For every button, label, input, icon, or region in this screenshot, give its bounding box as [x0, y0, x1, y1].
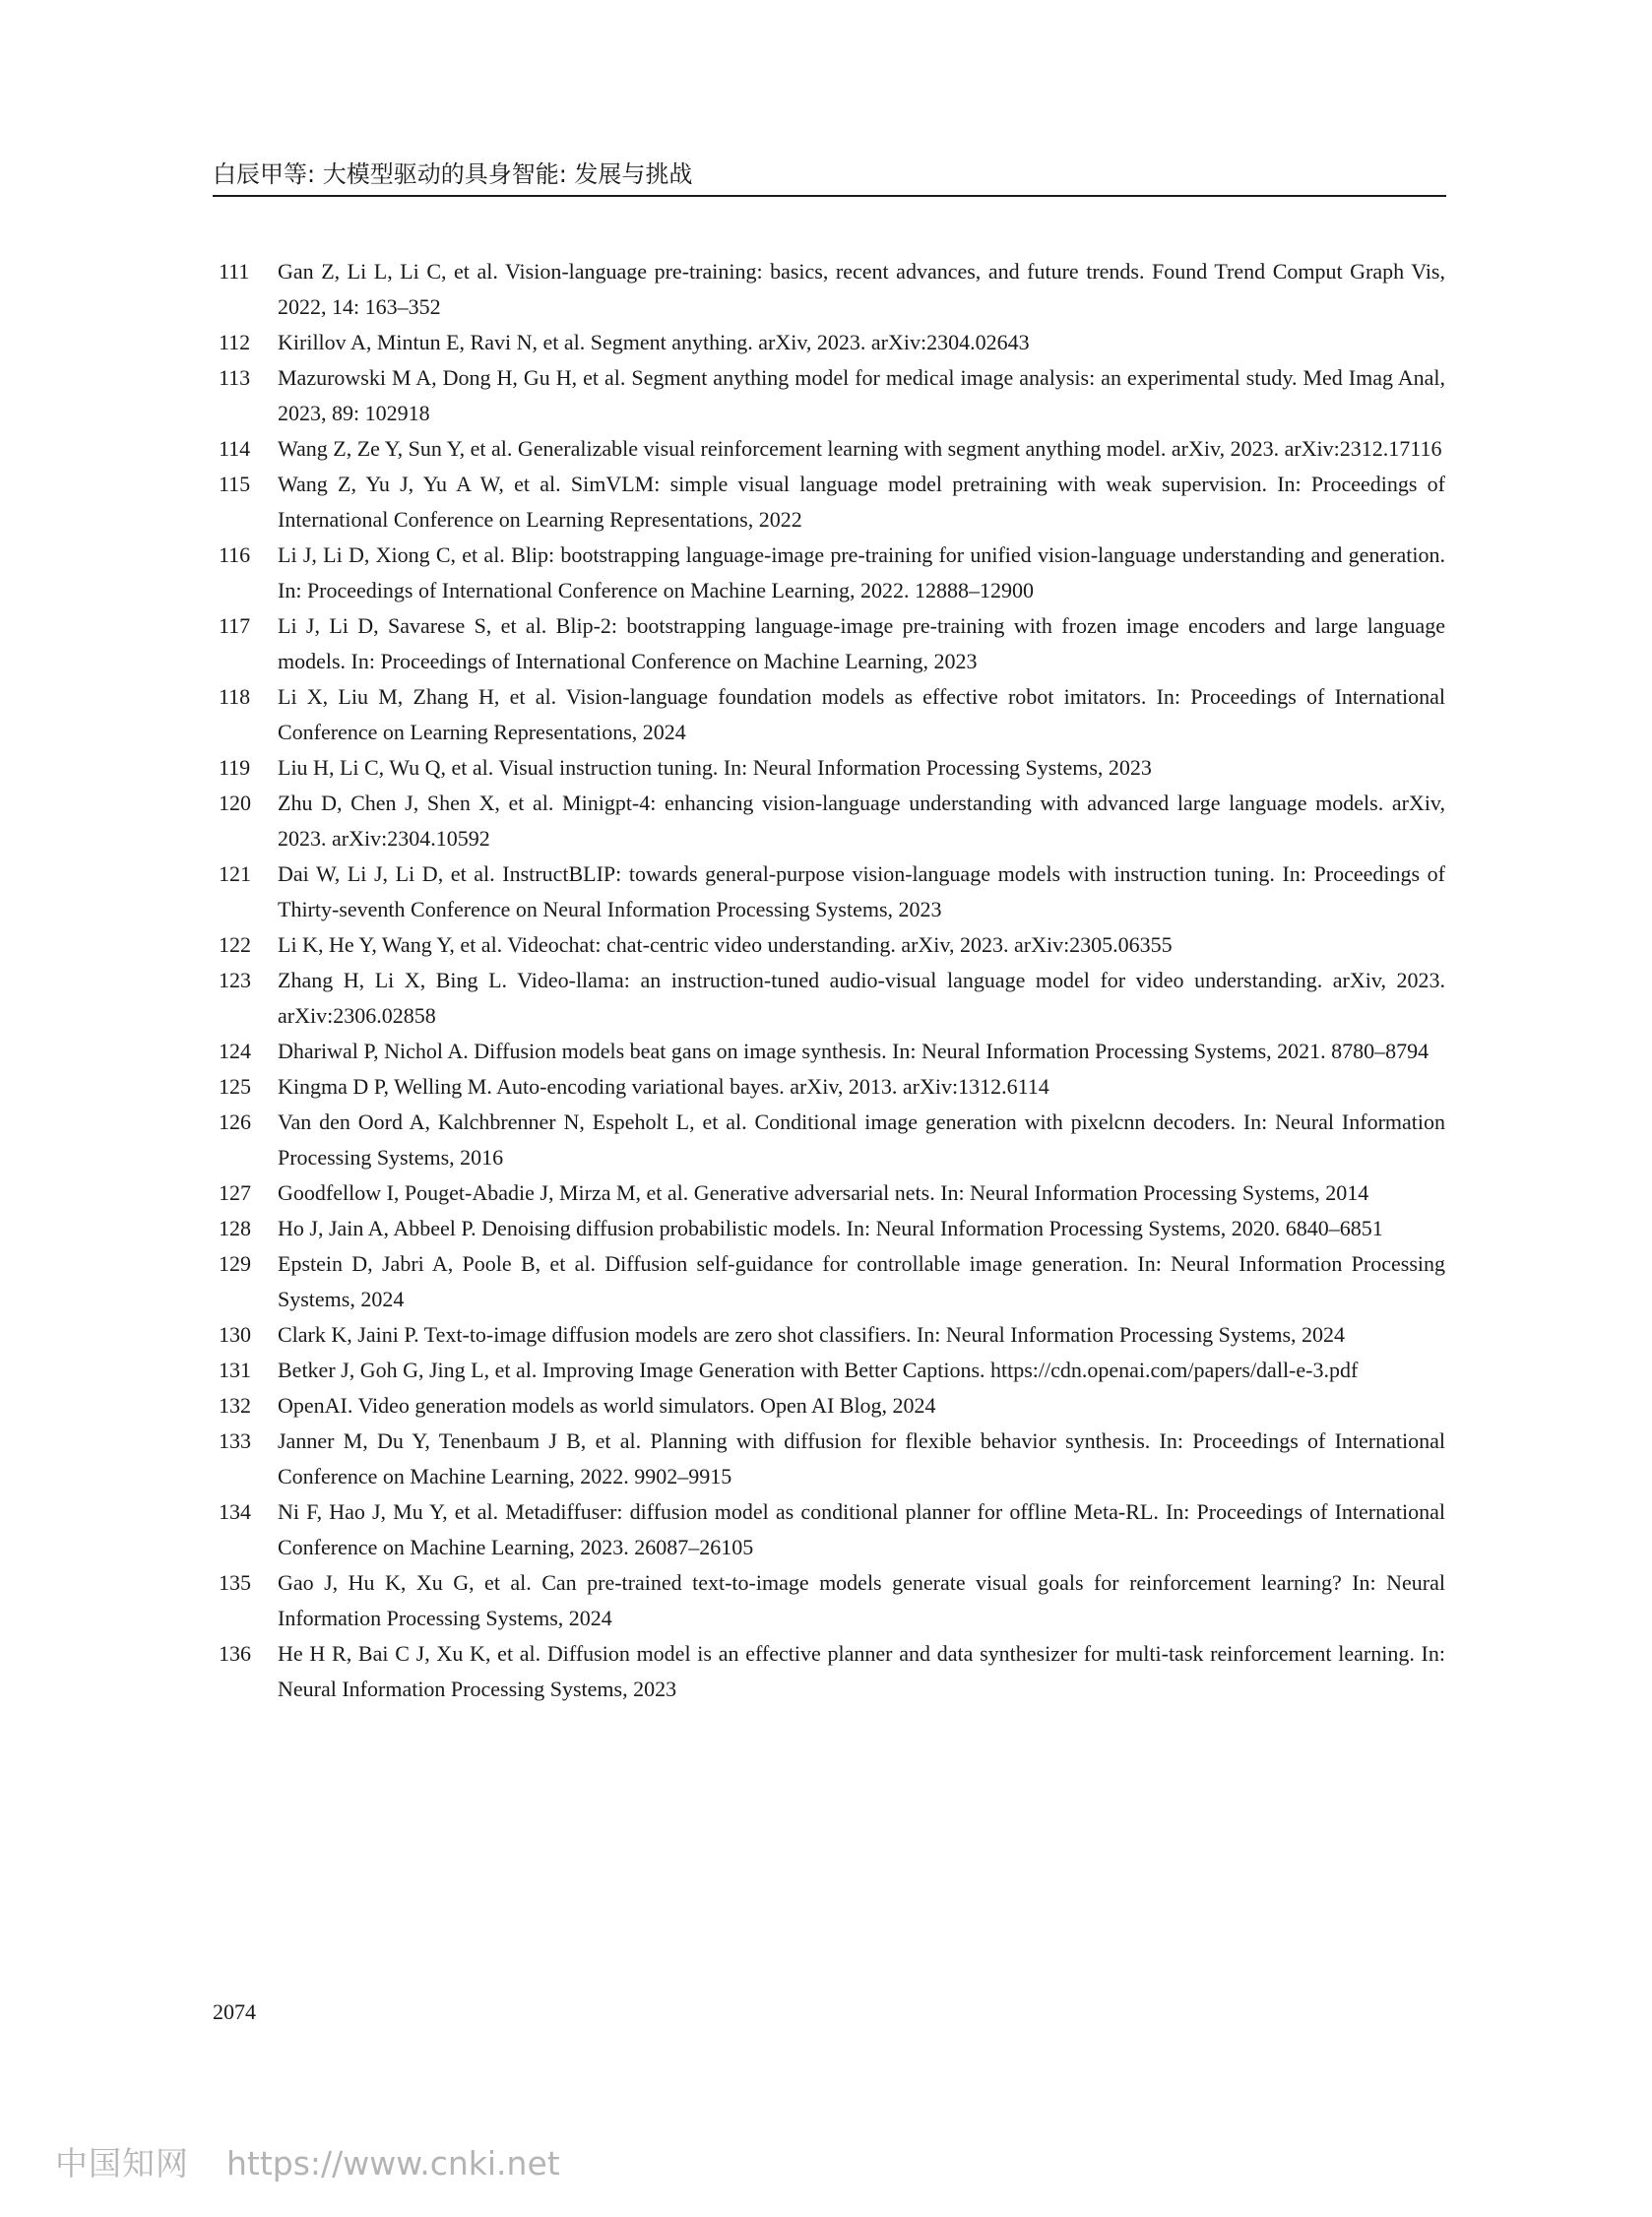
reference-text: Ni F, Hao J, Mu Y, et al. Metadiffuser: diffusion model as conditional planner for offline Meta-RL. In: Proceedings of International Conference on Machine Learning, 2023. 26087–26105: [278, 1499, 1445, 1559]
header-rule: [213, 195, 1446, 197]
reference-number: 129: [219, 1251, 251, 1276]
reference-number: 136: [219, 1641, 251, 1666]
reference-item: [219, 1105, 1445, 1175]
reference-text: Clark K, Jaini P. Text-to-image diffusion models are zero shot classifiers. In: Neural Information Processing Systems, 2024: [278, 1322, 1346, 1347]
reference-text: Liu H, Li C, Wu Q, et al. Visual instruction tuning. In: Neural Information Processing Systems, 2023: [278, 755, 1152, 780]
reference-item: [219, 467, 1445, 538]
reference-item: [219, 1636, 1445, 1707]
watermark-site-name: 中国知网: [55, 2144, 189, 2183]
watermark-url[interactable]: https://www.cnki.net: [226, 2144, 560, 2183]
reference-number: 131: [219, 1358, 251, 1382]
reference-item: [219, 325, 1445, 360]
reference-number: 126: [219, 1109, 251, 1134]
reference-item: [219, 360, 1445, 431]
reference-item: [219, 1246, 1445, 1317]
reference-number: 133: [219, 1428, 251, 1453]
reference-text: Li J, Li D, Xiong C, et al. Blip: bootstrapping language-image pre-training for unified vision-language understanding and generation. In: Proceedings of International Conference on Machine Learning, 2022. 12888–12900: [278, 542, 1445, 602]
reference-number: 111: [219, 259, 250, 284]
reference-text: Gao J, Hu K, Xu G, et al. Can pre-trained text-to-image models generate visual goals for reinforcement learning? In: Neural Information Processing Systems, 2024: [278, 1570, 1445, 1630]
reference-text: Li X, Liu M, Zhang H, et al. Vision-language foundation models as effective robot imitators. In: Proceedings of International Conference on Learning Representations, 2024: [278, 684, 1445, 744]
reference-number: 112: [219, 330, 251, 354]
reference-item: [219, 1388, 1445, 1424]
reference-text: Mazurowski M A, Dong H, Gu H, et al. Segment anything model for medical image analysis: an experimental study. Med Imag Anal, 2023, 89: 102918: [278, 365, 1445, 425]
reference-item: [219, 963, 1445, 1034]
reference-text: Betker J, Goh G, Jing L, et al. Improving Image Generation with Better Captions. https://cdn.openai.com/papers/dall-e-3.pdf: [278, 1358, 1359, 1382]
reference-item: [219, 1494, 1445, 1565]
reference-number: 134: [219, 1499, 251, 1524]
reference-number: 114: [219, 436, 251, 461]
reference-number: 132: [219, 1393, 251, 1418]
reference-text: OpenAI. Video generation models as world simulators. Open AI Blog, 2024: [278, 1393, 936, 1418]
reference-number: 122: [219, 932, 251, 957]
reference-text: Li K, He Y, Wang Y, et al. Videochat: chat-centric video understanding. arXiv, 2023. arXiv:2305.06355: [278, 932, 1173, 957]
reference-item: [219, 856, 1445, 927]
reference-text: Janner M, Du Y, Tenenbaum J B, et al. Planning with diffusion for flexible behavior synthesis. In: Proceedings of International Conference on Machine Learning, 2022. 9902–9915: [278, 1428, 1445, 1489]
reference-item: [219, 750, 1445, 786]
reference-item: [219, 1353, 1445, 1388]
reference-list: [219, 254, 1445, 1707]
reference-text: Van den Oord A, Kalchbrenner N, Espeholt L, et al. Conditional image generation with pixelcnn decoders. In: Neural Information Processing Systems, 2016: [278, 1109, 1445, 1170]
reference-number: 128: [219, 1216, 251, 1240]
reference-text: Gan Z, Li L, Li C, et al. Vision-language pre-training: basics, recent advances, and future trends. Found Trend Comput Graph Vis, 2022, 14: 163–352: [278, 259, 1445, 319]
reference-text: Ho J, Jain A, Abbeel P. Denoising diffusion probabilistic models. In: Neural Information Processing Systems, 2020. 6840–6851: [278, 1216, 1383, 1240]
reference-number: 121: [219, 861, 251, 886]
reference-item: [219, 927, 1445, 963]
reference-number: 125: [219, 1074, 251, 1099]
reference-item: [219, 1565, 1445, 1636]
reference-item: [219, 1424, 1445, 1494]
reference-item: [219, 1317, 1445, 1353]
reference-item: [219, 1211, 1445, 1246]
reference-item: [219, 538, 1445, 608]
reference-text: Zhang H, Li X, Bing L. Video-llama: an instruction-tuned audio-visual language model for video understanding. arXiv, 2023. arXiv:2306.02858: [278, 968, 1445, 1028]
reference-item: [219, 254, 1445, 325]
reference-number: 135: [219, 1570, 251, 1595]
reference-text: Dai W, Li J, Li D, et al. InstructBLIP: towards general-purpose vision-language models with instruction tuning. In: Proceedings of Thirty-seventh Conference on Neural Information Processing Systems, 2023: [278, 861, 1445, 921]
reference-number: 120: [219, 791, 251, 815]
reference-number: 118: [219, 684, 251, 709]
reference-text: Goodfellow I, Pouget-Abadie J, Mirza M, et al. Generative adversarial nets. In: Neural Information Processing Systems, 2014: [278, 1180, 1369, 1205]
reference-item: [219, 786, 1445, 856]
reference-item: [219, 608, 1445, 679]
reference-text: Wang Z, Yu J, Yu A W, et al. SimVLM: simple visual language model pretraining with weak supervision. In: Proceedings of International Conference on Learning Representations, 2022: [278, 472, 1445, 532]
reference-number: 123: [219, 968, 251, 992]
reference-number: 115: [219, 472, 251, 496]
cnki-watermark: [55, 2138, 560, 2185]
reference-number: 117: [219, 613, 251, 638]
reference-text: Kirillov A, Mintun E, Ravi N, et al. Segment anything. arXiv, 2023. arXiv:2304.02643: [278, 330, 1030, 354]
reference-item: [219, 1175, 1445, 1211]
reference-text: Wang Z, Ze Y, Sun Y, et al. Generalizable visual reinforcement learning with segment anything model. arXiv, 2023. arXiv:2312.17116: [278, 436, 1442, 461]
reference-text: Li J, Li D, Savarese S, et al. Blip-2: bootstrapping language-image pre-training with frozen image encoders and large language models. In: Proceedings of International Conference on Machine Learning, 2023: [278, 613, 1445, 673]
reference-text: Dhariwal P, Nichol A. Diffusion models beat gans on image synthesis. In: Neural Information Processing Systems, 2021. 8780–8794: [278, 1039, 1430, 1063]
reference-number: 124: [219, 1039, 251, 1063]
running-header: 白辰甲等: 大模型驱动的具身智能: 发展与挑战: [213, 160, 693, 188]
reference-number: 116: [219, 542, 251, 567]
reference-text: Zhu D, Chen J, Shen X, et al. Minigpt-4: enhancing vision-language understanding with advanced large language models. arXiv, 2023. arXiv:2304.10592: [278, 791, 1445, 851]
reference-item: [219, 679, 1445, 750]
reference-text: Epstein D, Jabri A, Poole B, et al. Diffusion self-guidance for controllable image generation. In: Neural Information Processing Systems, 2024: [278, 1251, 1445, 1311]
page-number: 2074: [213, 1999, 256, 2024]
reference-item: [219, 1069, 1445, 1105]
reference-item: [219, 431, 1445, 467]
reference-text: Kingma D P, Welling M. Auto-encoding variational bayes. arXiv, 2013. arXiv:1312.6114: [278, 1074, 1049, 1099]
reference-text: He H R, Bai C J, Xu K, et al. Diffusion model is an effective planner and data synthesizer for multi-task reinforcement learning. In: Neural Information Processing Systems, 2023: [278, 1641, 1445, 1701]
reference-number: 127: [219, 1180, 251, 1205]
reference-item: [219, 1034, 1445, 1069]
reference-number: 130: [219, 1322, 251, 1347]
reference-number: 119: [219, 755, 251, 780]
reference-number: 113: [219, 365, 251, 390]
